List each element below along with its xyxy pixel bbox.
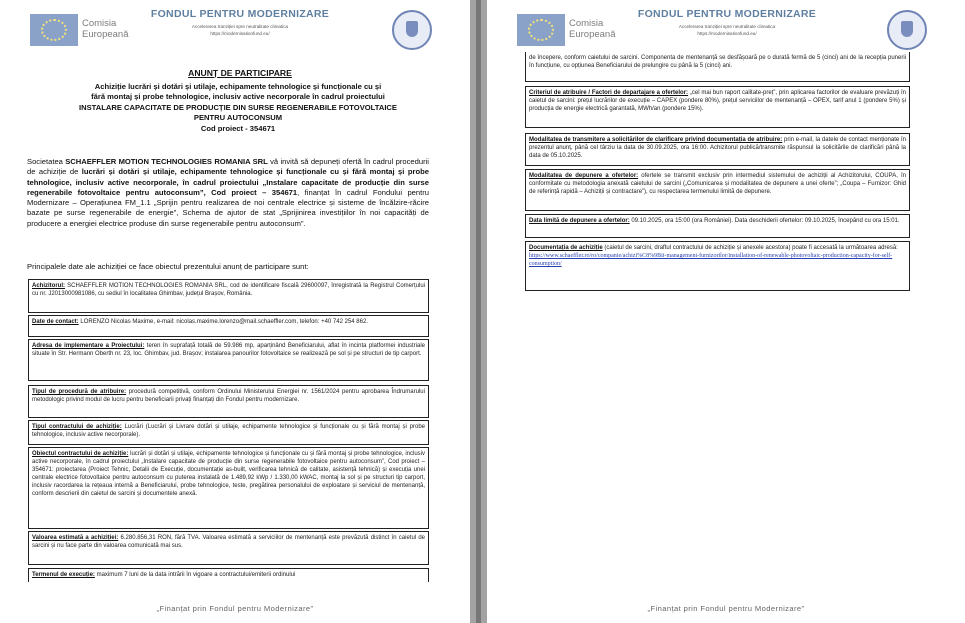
row-procedure-type (28, 385, 429, 418)
fund-header (617, 8, 837, 37)
eu-line1: Comisia (82, 18, 117, 29)
row-execution-term-continued (525, 52, 910, 82)
row-label: Modalitatea de transmitere a solicitărilor de clarificare privind documentația de atribuire: (529, 137, 783, 143)
row-label: Obiectul contractului de achiziție: (32, 451, 129, 457)
fund-title: FONDUL PENTRU MODERNIZARE (150, 8, 330, 20)
row-contract-type (28, 420, 429, 445)
row-text: lucrări și dotări și utilaje, echipamente tehnologice și funcționale cu și fără montaj și probe tehnologice, inclusiv active necorporale, în cadrul proiectului „Instalare capacitate de producție din surse regenerabile fotovoltaice pentru autoconsum”, Cod proiect – 354671: proiectarea (Proiect Tehnic, Detalii de Execuție, documentație as-built, verificarea tehnică de calitate, asistență tehnică) și execuția unei centrale electrice fotovoltaice pentru autoconsum cu puterea instalată de 1.489,92 kWp / 1.330,00 kWAC, montaj la sol și pe structuri tip carport, inclusiv racordarea la rețeaua internă a Beneficiarului, probe tehnologice, teste, pregătirea personalului de exploatare și serviciul de mentenanță, conform descrierii din caietul de sarcini și documentele anexă. (32, 451, 425, 497)
government-seal-icon (392, 10, 432, 50)
row-text: 6.280.856,31 RON, fără TVA. Valoarea estimată a serviciilor de mentenanță este prevăzută distinct în caietul de sarcini și nu face parte din valoarea comunicată mai sus. (32, 535, 425, 549)
row-label: Adresa de implementare a Proiectului: (32, 343, 145, 349)
row-text: prin e-mail, la datele de contact menționate în prezentul anunț, până cel târziu la data de 30.09.2025, ora 16:00. Achizitorul publică/transmite răspunsul la solicitările de clarificări până la data de 05.10.2025. (529, 137, 906, 159)
government-seal-icon (887, 10, 927, 50)
row-text: „cel mai bun raport calitate-preț”, prin aplicarea factorilor de evaluare prevăzuți în caietul de sarcini: prețul lucrărilor de execuție – CAPEX (pondere 80%), prețul serviciilor de mentenanță – OPEX, tarif anul 1 (pondere 5%) și producția de energie electrică garantată, MWh/an (pondere 15%). (529, 90, 907, 112)
fund-subtitle: Accelerarea tranziției spre neutralitate climatica (191, 24, 289, 29)
row-estimated-value (28, 531, 429, 565)
row-text: teren în suprafață totală de 59.986 mp, aparținând Beneficiarului, aflat în incinta platformei industriale situate în Str. Hermann Oberth nr. 23, loc. Ghimbav, jud. Brașov; instalarea panourilor fotovoltaice se realizează pe sol și pe structuri de tip carport. (32, 343, 425, 357)
eu-flag-icon (30, 14, 78, 46)
row-label: Achizitorul: (32, 283, 65, 289)
row-label: Tipul contractului de achiziție: (32, 424, 122, 430)
eu-line2: Europeană (569, 29, 616, 40)
row-label: Data limită de depunere a ofertelor: (529, 218, 630, 224)
fund-title: FONDUL PENTRU MODERNIZARE (637, 8, 817, 20)
page-footer-right: „Finanțat prin Fondul pentru Modernizare” (647, 604, 805, 613)
row-label: Modalitatea de depunere a ofertelor: (529, 173, 639, 179)
row-text: maximum 7 luni de la data intrării în vigoare a contractului/emiterii ordinului (94, 572, 296, 578)
document-page-1 (0, 0, 470, 623)
page-header (0, 8, 470, 56)
intro-text-1: Societatea (27, 157, 66, 166)
fund-header (130, 8, 350, 37)
intro-paragraph (27, 157, 429, 229)
eu-flag-icon (517, 14, 565, 46)
company-name: SCHAEFFLER MOTION TECHNOLOGIES ROMANIA SRL (65, 157, 268, 166)
announcement-heading (34, 82, 442, 134)
eu-commission-logo (517, 14, 616, 48)
row-label: Documentația de achiziție (529, 245, 603, 251)
heading-line-2: fără montaj și probe tehnologice, inclusiv active necorporale în cadrul proiectului (91, 92, 385, 102)
page-header (487, 8, 965, 56)
heading-line-3: INSTALARE CAPACITATE DE PRODUCȚIE DIN SURSE REGENERABILE FOTOVOLTAICE (79, 102, 397, 112)
fund-url: https://modernisationfund.eu/ (697, 31, 757, 36)
row-award-criteria (525, 86, 910, 128)
row-text: LORENZO Nicolas Maxime, e-mail: nicolas.maxime.lorenzo@mail.schaeffler.com, telefon: +40 742 254 862. (78, 319, 368, 325)
project-code: Cod proiect - 354671 (200, 123, 276, 133)
row-contact-details (28, 315, 429, 337)
announcement-title: ANUNȚ DE PARTICIPARE (188, 68, 292, 78)
procurement-scope: lucrări și dotări și utilaje, echipamente tehnologice și funcționale cu și fără montaj și probe tehnologice, inclusiv active necorporale, în cadrul proiectului „Instalare capacitate de producție din surse regenerabile fotovoltaice pentru autoconsum”, Cod proiect – 354671 (27, 167, 429, 197)
heading-line-1: Achiziție lucrări și dotări și utilaje, echipamente tehnologice și funcționale cu și (94, 82, 382, 91)
principal-data-intro: Principalele date ale achiziției ce face obiectul prezentului anunț de participare sunt: (27, 262, 309, 271)
page-divider[interactable] (476, 0, 481, 623)
row-text: de începere, conform caietului de sarcini. Componenta de mentenanță se desfășoară pe o durată fermă de 5 (cinci) ani de la recepția punerii în funcțiune, cu opțiunea Beneficiarului de prelungire cu până la 5 (cinci) ani. (529, 55, 906, 69)
row-contracting-authority (28, 279, 429, 313)
row-implementation-address (28, 339, 429, 381)
page-footer: „Finanțat prin Fondul pentru Modernizare” (156, 604, 314, 613)
row-label: Termenul de execuție: (32, 572, 95, 578)
row-label: Tipul de procedură de atribuire: (32, 389, 127, 395)
row-label: Criteriul de atribuire / Factori de departajare a ofertelor: (529, 90, 689, 96)
row-label: Date de contact: (32, 319, 79, 325)
row-text: ofertele se transmit exclusiv prin intermediul sistemului de achiziții al Achizitorului, COUPA, în conformitate cu metodologia anexată caietului de sarcini („Comunicarea și modalitatea de depunere a unei oferte”; „Coupa – Furnizor: Ghid de referință rapidă – Achiziții și contractare”), cu respectarea termenului limită de depunere. (529, 173, 906, 195)
row-label: Valoarea estimată a achiziției: (32, 535, 119, 541)
eu-line1: Comisia (569, 18, 604, 29)
intro-text-2: vă invită să depuneți ofertă în cadrul procedurii de achiziție de (27, 157, 429, 177)
row-execution-term (28, 568, 429, 582)
fund-subtitle: Accelerarea tranziției spre neutralitate climatica (678, 24, 776, 29)
row-text: SCHAEFFLER MOTION TECHNOLOGIES ROMANIA SRL, cod de identificare fiscală 29600097, înregistrată la Registrul Comerțului cu nr. J2013000981086, cu sediul în localitatea Ghimbav, județul Brașov, România. (32, 283, 425, 297)
documents-link[interactable]: https://www.schaeffler.ro/ro/companie/achizi%C8%9Bii-management-furnizorilor/installation-of-renewable-photovoltaic-production-capacity-for-self-consumption/ (529, 253, 893, 267)
row-text: procedură competitivă, conform Ordinului Ministerului Energiei nr. 1561/2024 pentru aprobarea Îndrumarului metodologic privind modul de lucru pentru beneficiarii privați finanțați din Fondul pentru modernizare. (32, 389, 425, 403)
row-text: Lucrări (Lucrări și Livrare dotări și utilaje, echipamente tehnologice și funcționale cu și fără montaj și probe tehnologice, inclusiv active necorporale). (32, 424, 425, 438)
eu-commission-logo (30, 14, 129, 48)
row-procurement-documents (525, 241, 910, 291)
eu-line2: Europeană (82, 29, 129, 40)
row-clarifications (525, 133, 910, 166)
heading-line-4: PENTRU AUTOCONSUM (193, 113, 283, 123)
row-contract-object (28, 447, 429, 529)
row-submission-deadline (525, 214, 910, 238)
row-text: (caietul de sarcini, draftul contractului de achiziție și anexele acestora) poate fi accesată la următoarea adresă: (602, 245, 898, 251)
row-text: 09.10.2025, ora 15:00 (ora României). Data deschiderii ofertelor: 09.10.2025, începând cu ora 15:01. (629, 218, 900, 224)
fund-url: https://modernisationfund.eu/ (210, 31, 270, 36)
intro-text-3: , finanțat în cadrul Fondului pentru Modernizare – Operațiunea FM_1.1 „Sprijin pentru realizarea de noi centrale electrice și sisteme de încălzire-răcire bazate pe surse regenerabile de energie”, Schema de ajutor de stat „Sprijinirea investițiilor în noi capacități de producere a energiei electrice produse din surse regenerabile pentru autoconsum”. (27, 187, 429, 228)
row-submission-method (525, 169, 910, 211)
